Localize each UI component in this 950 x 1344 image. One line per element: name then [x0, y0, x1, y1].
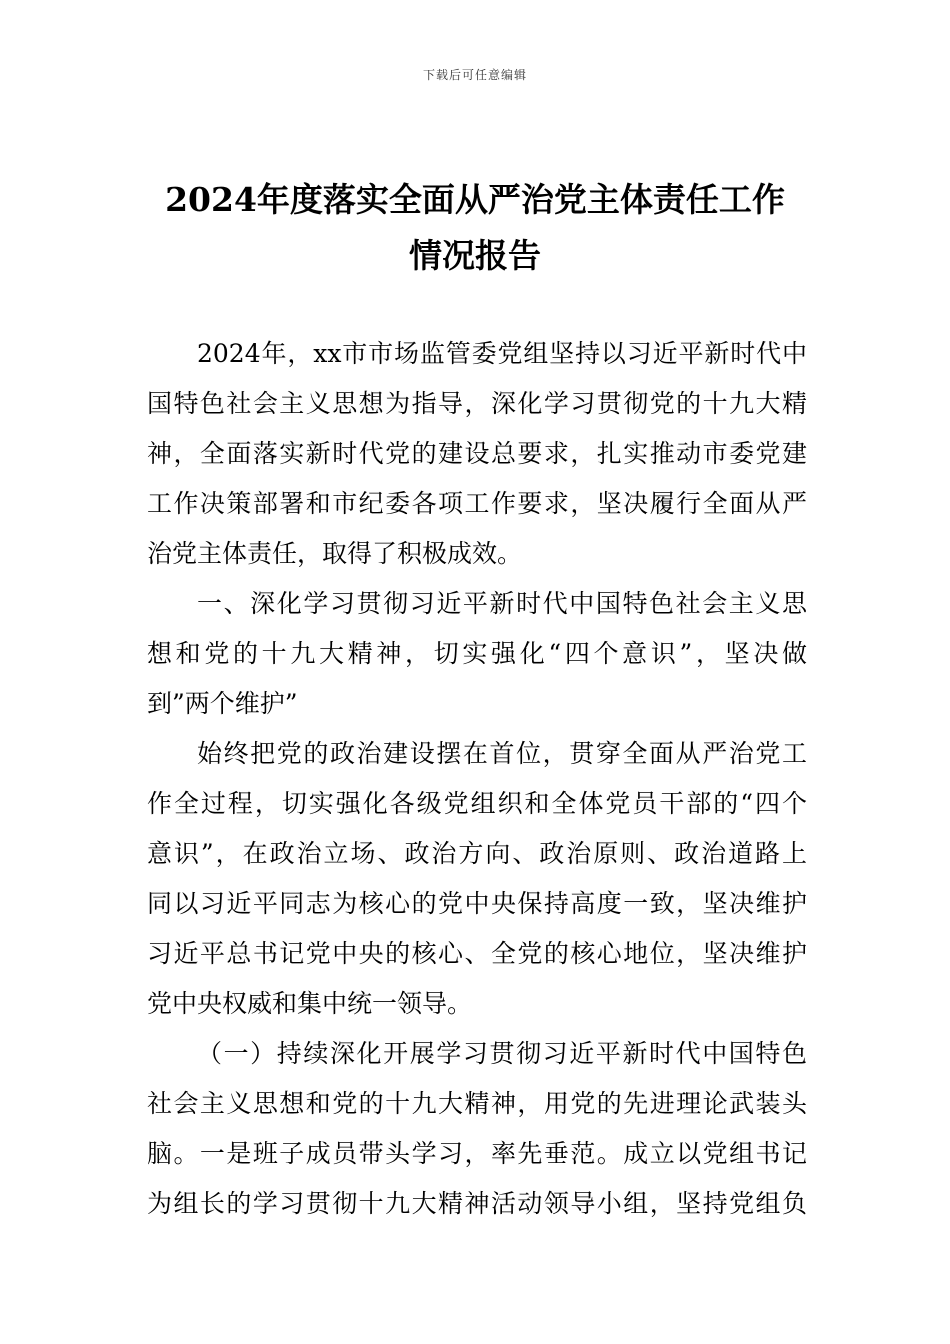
title-line-1: 2024年度落实全面从严治党主体责任工作: [165, 180, 785, 219]
paragraph-line: （一）持续深化开展学习贯彻习近平新时代中国特色: [197, 1039, 807, 1068]
paragraph-line: 同以习近平同志为核心的党中央保持高度一致，坚决维护: [147, 889, 807, 918]
title-line-2: 情况报告: [409, 236, 541, 275]
paragraph-line: 习近平总书记党中央的核心、全党的核心地位，坚决维护: [147, 939, 807, 968]
paragraph-line: 神，全面落实新时代党的建设总要求，扎实推动市委党建: [147, 439, 807, 468]
paragraph-line: 始终把党的政治建设摆在首位，贯穿全面从严治党工: [197, 739, 807, 768]
paragraph-line: 党中央权威和集中统一领导。: [147, 989, 473, 1018]
paragraph-line: 意识”，在政治立场、政治方向、政治原则、政治道路上: [147, 839, 807, 868]
paragraph-line: 作全过程，切实强化各级党组织和全体党员干部的“四个: [147, 789, 807, 818]
section-heading-line: 想和党的十九大精神，切实强化“四个意识”，坚决做: [147, 639, 807, 668]
paragraph-line: 工作决策部署和市纪委各项工作要求，坚决履行全面从严: [147, 489, 807, 518]
section-heading-line: 一、深化学习贯彻习近平新时代中国特色社会主义思: [197, 589, 807, 618]
header-note: 下载后可任意编辑: [422, 68, 527, 82]
document-body: [147, 329, 807, 1229]
paragraph-line: 2024年，xx市市场监管委党组坚持以习近平新时代中: [197, 339, 807, 368]
paragraph-line: 为组长的学习贯彻十九大精神活动领导小组，坚持党组负: [147, 1189, 807, 1218]
section-heading-line: 到”两个维护”: [147, 689, 298, 718]
paragraph-line: 脑。一是班子成员带头学习，率先垂范。成立以党组书记: [147, 1139, 807, 1168]
document-title: [140, 172, 810, 284]
paragraph-line: 治党主体责任，取得了积极成效。: [147, 539, 523, 568]
paragraph-line: 国特色社会主义思想为指导，深化学习贯彻党的十九大精: [147, 389, 807, 418]
paragraph-line: 社会主义思想和党的十九大精神，用党的先进理论武装头: [147, 1089, 807, 1118]
